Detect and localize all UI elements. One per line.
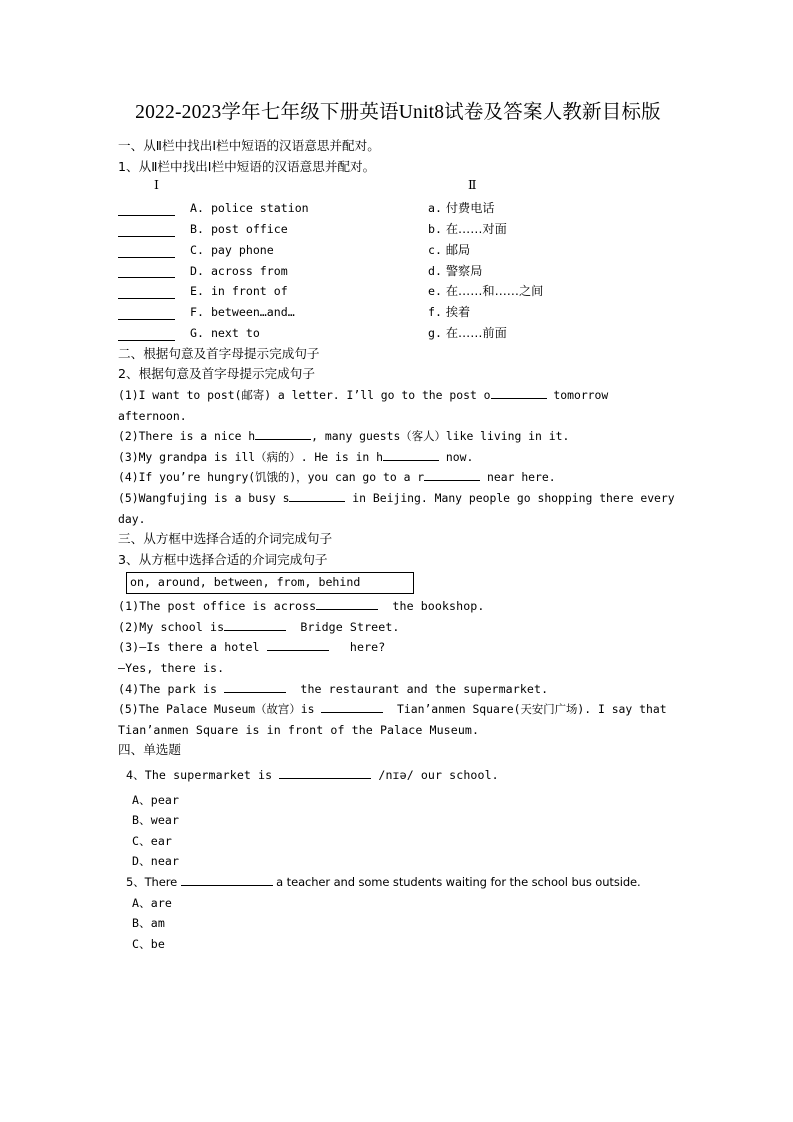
right-item-label-b: b. [428,221,442,236]
section2-question-4 [118,467,678,488]
q1-blank[interactable] [491,387,547,398]
s3q4-blank[interactable] [224,681,286,693]
right-item-label-c: c. [428,242,442,257]
section3-subheading: 3、从方框中选择合适的介词完成句子 [118,551,328,567]
matching-rows [118,198,678,344]
right-item-label-a: a. [428,201,442,216]
answer-blank-d[interactable] [118,277,175,278]
right-item-text-f: 挨着 [445,305,471,320]
q2-blank[interactable] [255,429,311,440]
answer-blank-a[interactable] [118,215,175,216]
s4q5-option-a[interactable]: A、are [132,895,173,910]
s3q5-blank[interactable] [321,702,383,713]
column-2-header: Ⅱ [468,178,477,193]
right-item-d [428,261,482,282]
section2-heading: 二、根据句意及首字母提示完成句子 [118,345,320,361]
q3-text-after: now. [439,449,474,464]
section2-question-3 [118,447,678,468]
answer-blank-b[interactable] [118,236,175,237]
right-item-e [428,281,543,302]
section2-question-2 [118,426,678,447]
left-item-e: E. in front of [190,284,288,299]
section3-question-5-cont: Tian’anmen Square is in front of the Palace Museum. [118,722,480,737]
matching-row [118,240,678,261]
s3q1-text-after: the bookshop. [378,599,485,614]
right-item-g [428,323,507,344]
right-item-text-b: 在……对面 [445,221,507,236]
section2-question-5-cont: day. [118,511,146,526]
s3q4-text-before: (4)The park is [118,681,225,696]
right-item-text-a: 付费电话 [445,201,495,216]
left-item-a: A. police station [190,201,309,216]
right-item-b [428,219,507,240]
s3q3-text-before: (3)—Is there a hotel [118,640,267,655]
matching-row [118,281,678,302]
word-box-content: on, around, between, from, behind [130,575,361,590]
section2-question-1 [118,385,678,426]
q1-text-after: tomorrow afternoon. [118,387,616,423]
answer-blank-c[interactable] [118,257,175,258]
s4q5-text-before: 5、There [126,875,181,890]
right-item-text-d: 警察局 [445,263,483,278]
right-item-text-c: 邮局 [445,242,471,257]
q4-blank[interactable] [424,470,480,481]
q5-blank[interactable] [289,490,345,501]
s4q5-option-b[interactable]: B、am [132,916,165,931]
s4q4-option-c[interactable]: C、ear [132,833,173,848]
s3q2-text-after: Bridge Street. [286,619,400,634]
q1-text-before: (1)I want to post(邮寄) a letter. I’ll go to the post o [118,387,491,402]
section1-subheading: 1、从Ⅱ栏中找出Ⅰ栏中短语的汉语意思并配对。 [118,158,376,174]
section2-subheading: 2、根据句意及首字母提示完成句子 [118,366,315,382]
column-1-header: Ⅰ [154,178,159,193]
section3-question-5 [118,699,678,720]
section4-question-4 [118,765,678,786]
s4q4-text-after: /nɪə/ our school. [371,768,499,783]
left-item-f: F. between…and… [190,305,295,320]
s3q1-text-before: (1)The post office is across [118,599,317,614]
right-item-label-e: e. [428,284,442,299]
s4q4-text-before: 4、The supermarket is [126,768,280,783]
s4q4-option-b[interactable]: B、wear [132,813,180,828]
section1-heading: 一、从Ⅱ栏中找出Ⅰ栏中短语的汉语意思并配对。 [118,138,380,153]
s4q5-blank[interactable] [181,874,273,886]
answer-blank-e[interactable] [118,298,175,299]
answer-blank-g[interactable] [118,340,175,341]
section3-question-4 [118,679,678,700]
s4q4-option-a[interactable]: A、pear [132,792,180,807]
right-item-label-f: f. [428,305,442,320]
s4q5-option-c[interactable]: C、be [132,936,165,951]
right-item-a [428,198,495,219]
right-item-text-g: 在……前面 [445,325,507,340]
section3-question-3-answer: —Yes, there is. [118,661,225,676]
s3q2-text-before: (2)My school is [118,619,225,634]
matching-row [118,261,678,282]
matching-column-headers [118,177,678,198]
s3q5-text-after: Tian’anmen Square(天安门广场). I say that [383,702,667,717]
left-item-d: D. across from [190,263,288,278]
s3q3-text-after: here? [328,640,386,655]
q5-text-after: in Beijing. Many people go shopping there every [345,490,675,505]
matching-row [118,219,678,240]
q5-text-before: (5)Wangfujing is a busy s [118,490,290,505]
q2-text-after: , many guests（客人）like living in it. [311,429,570,444]
s4q4-blank[interactable] [279,767,371,779]
q3-text-before: (3)My grandpa is ill（病的）. He is in h [118,449,384,464]
answer-blank-f[interactable] [118,319,175,320]
section3-question-1 [118,596,678,617]
s3q4-text-after: the restaurant and the supermarket. [286,681,549,696]
section4-heading: 四、单选题 [118,742,181,758]
right-item-c [428,240,470,261]
s4q5-text-after: a teacher and some students waiting for the school bus outside. [272,875,641,890]
left-item-b: B. post office [190,221,288,236]
right-item-label-d: d. [428,263,442,278]
s3q3-blank[interactable] [267,640,329,652]
section3-heading: 三、从方框中选择合适的介词完成句子 [118,531,333,547]
page-title: 2022-2023学年七年级下册英语Unit8试卷及答案人教新目标版 [135,102,661,123]
left-item-g: G. next to [190,325,260,340]
matching-row [118,198,678,219]
section2-question-5 [118,488,678,509]
q2-text-before: (2)There is a nice h [118,429,256,444]
q4-text-before: (4)If you’re hungry(饥饿的)，you can go to a r [118,470,425,485]
matching-row [118,302,678,323]
right-item-label-g: g. [428,325,442,340]
page-content [118,96,678,954]
s3q5-text-before: (5)The Palace Museum（故宫）is [118,702,322,717]
q3-blank[interactable] [383,449,439,460]
right-item-f [428,302,470,323]
s4q4-option-d[interactable]: D、near [132,854,180,869]
s3q2-blank[interactable] [224,619,286,631]
section3-question-3 [118,637,678,658]
preposition-word-box [126,572,414,594]
left-item-c: C. pay phone [190,242,274,257]
right-item-text-e: 在……和……之间 [445,284,544,299]
matching-row [118,323,678,344]
section4-question-5 [118,872,678,893]
section3-question-2 [118,617,678,638]
q4-text-after: near here. [480,470,556,485]
s3q1-blank[interactable] [316,599,378,611]
